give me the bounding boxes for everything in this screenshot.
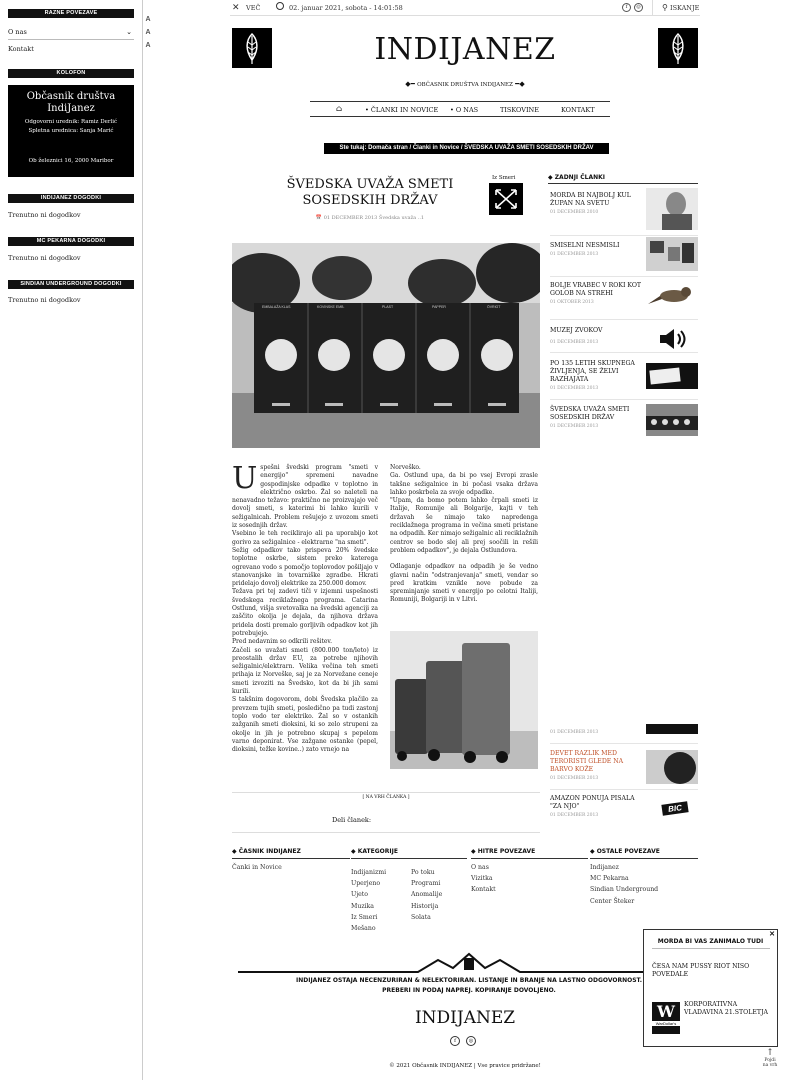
paragraph: Začeli so uvažati smeti (800.000 ton/leto) iz preostalih držav EU, za potrebe njihovih sežigalnic/elektrarn. Velika večina teh smeti prihaja iz Norveške, saj je za Norvežane ceneje smeti izvoziti na Švedsko, kot da bi jih sami kurili. [232, 646, 378, 696]
divider [652, 0, 653, 16]
divider [550, 399, 698, 400]
copyright: © 2021 Občasnik INDIJANEZ | Vse pravice pridržane! [389, 1063, 541, 1069]
divider [232, 792, 540, 793]
latest-articles-title: ZADNJI ČLANKI [554, 174, 606, 181]
disclaimer-line: PREBERI IN PODAJ NAPREJ. KOPIRANJE DOVOLJENO. [382, 987, 556, 994]
back-to-top-link[interactable]: [ NA VRH ČLANKA ] [362, 795, 410, 800]
article-thumbnail[interactable] [646, 237, 698, 271]
wardollars-thumbnail[interactable] [652, 1002, 680, 1034]
events-empty-text: Trenutno ni dogodkov [8, 296, 81, 304]
article-meta: 📅 01 DECEMBER 2013 Švedska uvaža ..1 [315, 215, 425, 221]
footer-link[interactable]: Iz Smeri [351, 914, 378, 921]
latest-article-title[interactable]: ŠVEDSKA UVAŽA SMETI SOSEDSKIH DRŽAV [550, 406, 630, 421]
paragraph: Pred nedavnim so odkrili rešitev. [232, 638, 332, 646]
paragraph: S takšnim dogovorom, dobi Švedska plačilo za prevzem tujih smeti, posledično pa tudi zastonj toplo vodo ter elektriko. Žal so v ostankih zažganih smeti dioksini, ki so zelo strupeni za okolje in jih je potrebno skupaj s pepelom varno deponirat. Vse zažgane ostanke (pepel, dioksini, težke kovine..) zato vrnejo na [232, 696, 378, 754]
bin-label: PAPPER [432, 305, 446, 309]
divider [550, 352, 698, 353]
footer-widget-title: ◆ OSTALE POVEZAVE [590, 848, 698, 859]
rss-icon[interactable]: ◎ [466, 1036, 476, 1046]
footer-title-text: HITRE POVEZAVE [477, 848, 536, 855]
footer-link[interactable]: Indijanez [590, 864, 619, 871]
facebook-icon[interactable]: f [450, 1036, 460, 1046]
latest-article-date: 01 DECEMBER 2013 [550, 340, 599, 345]
widget-title-sindian-dogodki: SINDIAN UNDERGROUND DOGODKI [8, 280, 134, 289]
latest-article-date: 01 DECEMBER 2013 [550, 386, 599, 391]
footer-link[interactable]: Solata [411, 914, 431, 921]
footer-widget-title: ◆ HITRE POVEZAVE [471, 848, 588, 859]
bin-label: PLAST [382, 305, 394, 309]
disclaimer-line: INDIJANEZ OSTAJA NECENZURIRAN & NELEKTORIRAN. LISTANJE IN BRANJE NA LASTNO ODGOVORNOST. [295, 977, 643, 984]
latest-article-date: 01 DECEMBER 2013 [550, 813, 599, 818]
vec-button[interactable]: VEČ [246, 4, 261, 12]
related-popup [643, 929, 778, 1047]
footer-link[interactable]: Muzika [351, 903, 374, 910]
paragraph: Sežig odpadkov tako prispeva 20% švedske toplotne oskrbe, sistem preko katerega ogrevano vodo s pomočjo toplovodov pošiljajo v stanovanjske in tovarniške zgradbe. Hkrati pridelajo dovolj elektrike za 250.000 domov. [232, 546, 378, 588]
article-title [265, 177, 475, 209]
footer-widget-title: ◆ KATEGORIJE [351, 848, 467, 859]
widget-title-indijanez-dogodki: INDIJANEZ DOGODKI [8, 194, 134, 203]
totop-label: na vrh [762, 1063, 778, 1068]
main-nav [310, 101, 610, 117]
ornament-icon: ◆━ [405, 80, 418, 88]
widget-title-kolofon: KOLOFON [8, 69, 134, 78]
font-size-button[interactable]: A [145, 16, 151, 23]
footer-link[interactable]: MC Pekarna [590, 875, 629, 882]
scroll-to-top-button[interactable] [760, 1048, 780, 1068]
latest-article-item[interactable] [550, 282, 698, 305]
article-thumbnail[interactable] [646, 750, 698, 784]
breadcrumb[interactable]: Ste tukaj: Domača stran / Članki in Novice / ŠVEDSKA UVAŽA SMETI SOSEDSKIH DRŽAV [324, 143, 609, 154]
thumbnail-letter: W [657, 1002, 675, 1021]
divider [652, 948, 770, 949]
link-kontakt[interactable]: Kontakt [8, 45, 34, 53]
site-title[interactable]: INDIJANEZ [374, 32, 556, 67]
latest-article-title[interactable]: SMISELNI NESMISLI [550, 242, 620, 249]
footer-link[interactable]: Sindian Underground [590, 886, 659, 893]
latest-article-item[interactable] [550, 750, 698, 781]
latest-article-title[interactable]: DEVET RAZLIK MED TERORISTI GLEDE NA BARVO KOŽE [550, 750, 624, 773]
feather-logo-icon[interactable] [232, 28, 272, 68]
footer-link[interactable]: Ujeto [351, 891, 369, 898]
latest-article-item[interactable] [550, 795, 698, 818]
divider [550, 743, 698, 744]
footer-title-text: KATEGORIJE [357, 848, 398, 855]
left-sidebar [0, 0, 143, 1080]
latest-article-date: 01 DECEMBER 2013 [550, 252, 599, 257]
footer-logo[interactable]: INDIJANEZ [414, 1008, 516, 1028]
divider [550, 235, 698, 236]
bic-logo: BIC [661, 801, 688, 816]
article-column-2 [390, 464, 538, 605]
footer-link[interactable]: Kontakt [471, 886, 496, 893]
footer-link[interactable]: Po toku [411, 869, 435, 876]
nav-item-tiskovine[interactable]: TISKOVINE [500, 106, 539, 114]
latest-article-item[interactable] [550, 327, 698, 345]
tagline-text: OBČASNIK DRUŠTVA INDIJANEZ [417, 82, 513, 88]
font-size-button[interactable]: A [145, 29, 151, 36]
speaker-icon[interactable] [646, 327, 698, 351]
footer-title-text: ČASNIK INDIJANEZ [238, 848, 301, 855]
sparrow-icon[interactable] [646, 282, 698, 312]
footer-link[interactable]: Programi [411, 880, 441, 887]
popup-link[interactable]: ČESA NAM PUSSY RIOT NISO POVEDALE [652, 963, 750, 978]
paragraph: Težava pri tej zadevi tiči v izjemni uspešnosti švedskega reciklažnega programa. Catarina Ostlund, višja svetovalka na švedski agenciji za zaščito okolja je dejala, da njihova država pridela dosti premalo gorljivih odpadkov kot jih potrebujejo. [232, 588, 378, 637]
bin-label: EMBALAŽA KLAS [262, 305, 291, 309]
latest-article-item[interactable] [550, 406, 698, 429]
footer-link[interactable]: Anomalije [411, 891, 443, 898]
latest-article-item[interactable] [550, 728, 698, 735]
paragraph: Norveško. [390, 464, 421, 471]
close-icon[interactable]: ✕ [769, 931, 775, 938]
article-thumbnail[interactable] [646, 188, 698, 230]
arrow-up-icon: ↑ [766, 1048, 774, 1058]
kolofon-box [8, 85, 134, 177]
paragraph: spešni švedski program "smeti v energijo" spremeni navadne gospodinjske odpadke v toplotno in električno oskrbo. Žal so naleteli na nenavadno težavo: praktično ne proizvajajo več dovolj smeti, s katerimi bi lahko kurili v sežigalnicah. Problem rešujejo z uvozom smeti iz sosednjih držav. [232, 464, 378, 530]
site-tagline [330, 80, 600, 88]
bin-label: KOVINSKE EMB. [317, 305, 345, 309]
kolofon-web-editor: Spletna urednica: Sanja Marić [28, 127, 114, 134]
article-thumbnail[interactable] [646, 404, 698, 436]
paragraph: Odlaganje odpadkov na odpadih je še vedno glavni način "odstranjevanja" smeti, vendar so pred kratkim vznikle nove pobude za spreminjanje smeti v energijo po celotni Italiji, Romuniji, Bolgariji in v Litvi. [390, 563, 538, 604]
home-icon[interactable]: ⌂ [336, 104, 343, 113]
divider [550, 319, 698, 320]
kolofon-address: Ob železnici 16, 2000 Maribor [28, 158, 114, 164]
rss-icon[interactable]: ◎ [634, 3, 643, 12]
events-empty-text: Trenutno ni dogodkov [8, 211, 81, 219]
nav-item-kontakt[interactable]: KONTAKT [561, 106, 595, 114]
disclaimer [238, 976, 700, 996]
kolofon-heading-1: Občasnik društva [26, 91, 116, 102]
latest-article-date: 01 OKTOBER 2013 [550, 300, 594, 305]
title-line: SOSEDSKIH DRŽAV [302, 193, 438, 208]
footer-link[interactable]: O nas [471, 864, 489, 871]
kolofon-heading-2: IndiJanez [47, 103, 95, 114]
font-size-tools [143, 16, 153, 55]
latest-article-date: 01 DECEMBER 2013 [550, 776, 599, 781]
top-bar [230, 0, 700, 16]
search-icon[interactable]: ⚲ [662, 3, 668, 12]
latest-article-title[interactable]: MORDA BI NAJBOLJ KUL ŽUPAN NA SVETU [550, 192, 631, 207]
links-select[interactable] [8, 27, 134, 40]
footer-link[interactable]: Mešano [351, 925, 376, 932]
article-thumbnail[interactable] [646, 724, 698, 734]
events-empty-text: Trenutno ni dogodkov [8, 254, 81, 262]
latest-article-item[interactable] [550, 192, 698, 215]
select-value: O nas [8, 28, 27, 36]
latest-article-date: 01 DECEMBER 2013 [550, 424, 599, 429]
widget-title-mc-pekarna-dogodki: MC PEKARNA DOGODKI [8, 237, 134, 246]
footer-title-text: OSTALE POVEZAVE [596, 848, 660, 855]
divider [550, 789, 698, 790]
footer-link[interactable]: Indijanizmi [351, 869, 387, 876]
latest-article-title[interactable]: BOLJE VRABEC V ROKI KOT GOLOB NA STREHI [550, 282, 642, 297]
popup-link[interactable]: KORPORATIVNA VLADAVINA 21.STOLETJA [684, 1001, 768, 1016]
divider [232, 832, 540, 833]
paragraph: "Upam, da bomo potem lahko črpali smeti iz Italije, Romunije ali Bolgarije, kajti v teh državah še nimajo tako napredenga reciklažnega programa in večina smeti pristane na odpadih. Ker nimajo sežigalnic ali reciklažnih centrov se bodo slej ali prej soočili in rešili problem odpadkov", je dejala Ostlundova. [390, 497, 538, 554]
category-label[interactable]: Iz Smeri [492, 175, 516, 181]
divider [550, 276, 698, 277]
latest-article-title[interactable]: MUZEJ ZVOKOV [550, 327, 603, 334]
thumbnail-caption: WarDollar's [652, 1021, 680, 1026]
bin-label: ÖVRIGT [487, 305, 501, 309]
kolofon-editor: Odgovorni urednik: Ramiz Derlić [24, 119, 118, 125]
latest-article-title[interactable]: AMAZON PONUJA PISALA "ZA NJO" [550, 795, 635, 810]
footer-link[interactable]: Center Šteker [590, 898, 635, 905]
latest-article-item[interactable] [550, 242, 698, 257]
totop-label: Pojdi [764, 1058, 776, 1063]
chevron-down-icon: ⌄ [126, 28, 132, 36]
clock-icon [276, 2, 284, 10]
current-date: 02. januar 2021, sobota - 14:01:58 [289, 4, 403, 12]
trash-bins-photo [390, 631, 538, 769]
latest-article-date: 01 DECEMBER 2010 [550, 210, 599, 215]
feather-logo-icon[interactable] [658, 28, 698, 68]
ornament-icon: ━◆ [512, 80, 525, 88]
article-main-photo [232, 243, 540, 448]
latest-article-item[interactable] [550, 360, 698, 391]
article-thumbnail[interactable] [646, 363, 698, 389]
latest-articles-header: ◆ ZADNJI ČLANKI [548, 174, 698, 184]
search-button[interactable]: ISKANJE [670, 4, 700, 12]
paragraph: Ga. Ostlund upa, da bi po vsej Evropi zrasle takšne sežigalnice in bi počasi vsaka država lahko poskrbela za svoje odpadke. [390, 472, 538, 496]
share-label: Deli članek: [332, 816, 372, 824]
nav-item-clanki[interactable]: • ČLANKI IN NOVICE [365, 106, 439, 114]
drop-cap: U [232, 461, 258, 496]
title-line: ŠVEDSKA UVAŽA SMETI [286, 177, 454, 192]
arrows-category-icon[interactable] [489, 183, 523, 215]
article-column-1 [232, 461, 378, 754]
paragraph: Vsebino le teh reciklirajo ali pa uporabijo kot gorivo za sežigalnice - elektrarne "na smeti". [232, 530, 378, 546]
close-icon[interactable]: ✕ [232, 2, 240, 12]
facebook-icon[interactable]: f [622, 3, 631, 12]
footer-link[interactable]: Historija [411, 903, 439, 910]
footer-link[interactable]: Čanki in Novice [232, 864, 282, 871]
footer-widget-title: ◆ ČASNIK INDIJANEZ [232, 848, 350, 859]
latest-article-date: 01 DECEMBER 2013 [550, 730, 599, 735]
nav-item-o-nas[interactable]: • O NAS [450, 106, 479, 114]
bic-pen-icon[interactable] [646, 795, 698, 821]
popup-title: MORDA BI VAS ZANIMALO TUDI [657, 938, 764, 945]
font-size-button[interactable]: A [145, 42, 151, 49]
footer-link[interactable]: Uperjeno [351, 880, 381, 887]
latest-article-title[interactable]: PO 135 LETIH SKUPNEGA ŽIVLJENJA, SE ŽELVI RAZHAJATA [550, 360, 635, 383]
footer-link[interactable]: Vizitka [471, 875, 493, 882]
widget-title-razne-povezave: RAZNE POVEZAVE [8, 9, 134, 18]
